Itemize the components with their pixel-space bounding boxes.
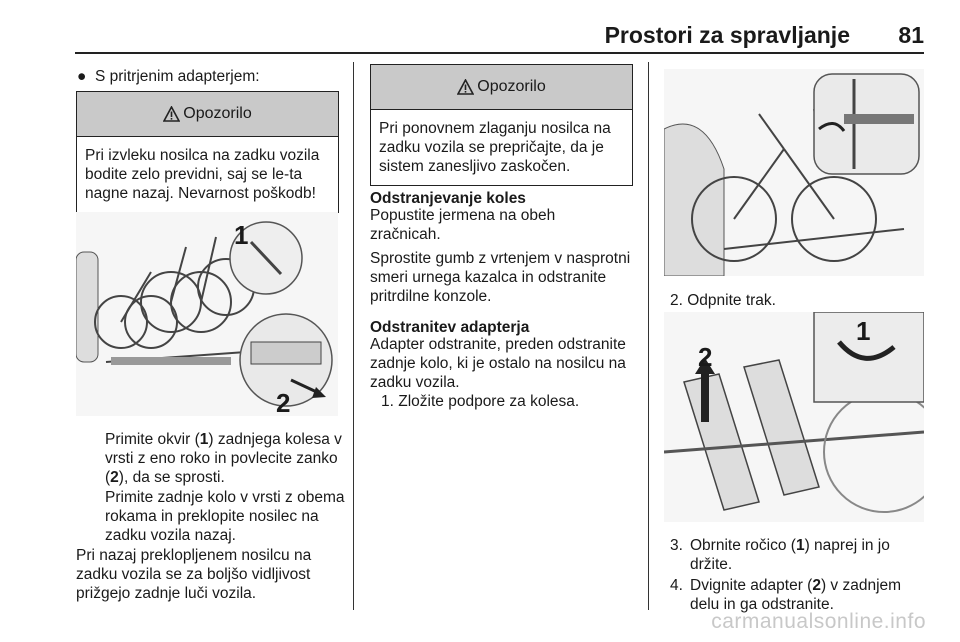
warning-triangle-icon	[457, 79, 474, 95]
figure-label-2: 2	[698, 342, 713, 372]
paragraph-frame: Primite okvir (1) zadnjega kolesa v vrsti z eno roko in povlecite zanko (2), da se sprosti.	[105, 431, 342, 486]
column-divider-1	[353, 62, 354, 610]
step-3: 3. Obrnite ročico (1) naprej in jo držite.	[670, 537, 890, 573]
warning-header	[77, 92, 338, 137]
paragraph-rear-wheel: Primite zadnje kolo v vrsti z obema rokama in preklopite nosilec na zadku vozila nazaj.	[105, 489, 345, 544]
bike-carrier-drawing	[76, 212, 338, 416]
column-divider-2	[648, 62, 649, 610]
paragraph-rear-lights: Pri nazaj preklopljenem nosilcu na zadku vozila se za boljšo vidljivost prižgejo zadnje luči vozila.	[76, 547, 312, 602]
warning-text: Pri izvleku nosilca na zadku vozila bodite zelo previdni, saj se le-ta nagne nazaj. Nevarnost poškodb!	[85, 147, 320, 202]
bike-carrier-illustration-1	[76, 212, 338, 416]
warning-triangle-icon	[163, 106, 180, 122]
warning-title: Opozorilo	[477, 78, 546, 95]
paragraph-loosen-straps: Popustite jermena na obeh zračnicah.	[370, 207, 556, 243]
warning-header	[371, 65, 632, 110]
figure-label-1: 1	[234, 220, 249, 250]
warning-title: Opozorilo	[183, 105, 252, 122]
header-rule	[75, 52, 924, 54]
bullet-item: ● S pritrjenim adapterjem:	[77, 68, 260, 85]
figure-label-2: 2	[276, 388, 291, 416]
watermark: carmanualsonline.info	[711, 610, 926, 633]
paragraph-adapter: Adapter odstranite, preden odstranite zadnje kolo, ki je ostalo na nosilcu na zadku vozila.	[370, 336, 626, 391]
adapter-illustration	[664, 312, 924, 522]
bike-carrier-illustration-2	[664, 69, 924, 276]
page-number: 81	[898, 22, 924, 48]
bullet-icon: ●	[77, 68, 87, 85]
page-header-title: Prostori za spravljanje	[604, 22, 850, 48]
warning-text: Pri ponovnem zlaganju nosilca na zadku vozila se prepričajte, da je sistem zanesljivo zaskočen.	[379, 120, 611, 175]
heading-remove-bikes: Odstranjevanje koles	[370, 190, 526, 207]
paragraph-release-knob: Sprostite gumb z vrtenjem v nasprotni smeri urnega kazalca in odstranite pritrdilne konzole.	[370, 250, 631, 305]
warning-box-1	[76, 91, 339, 213]
step-4: 4. Dvignite adapter (2) v zadnjem delu in ga odstranite.	[670, 577, 902, 613]
warning-box-2	[370, 64, 633, 186]
bike-strap-drawing	[664, 69, 924, 276]
figure-label-1: 1	[856, 316, 871, 346]
step-1: 1. Zložite podpore za kolesa.	[381, 393, 580, 410]
heading-remove-adapter: Odstranitev adapterja	[370, 319, 530, 336]
step-2: 2. Odpnite trak.	[670, 292, 776, 309]
